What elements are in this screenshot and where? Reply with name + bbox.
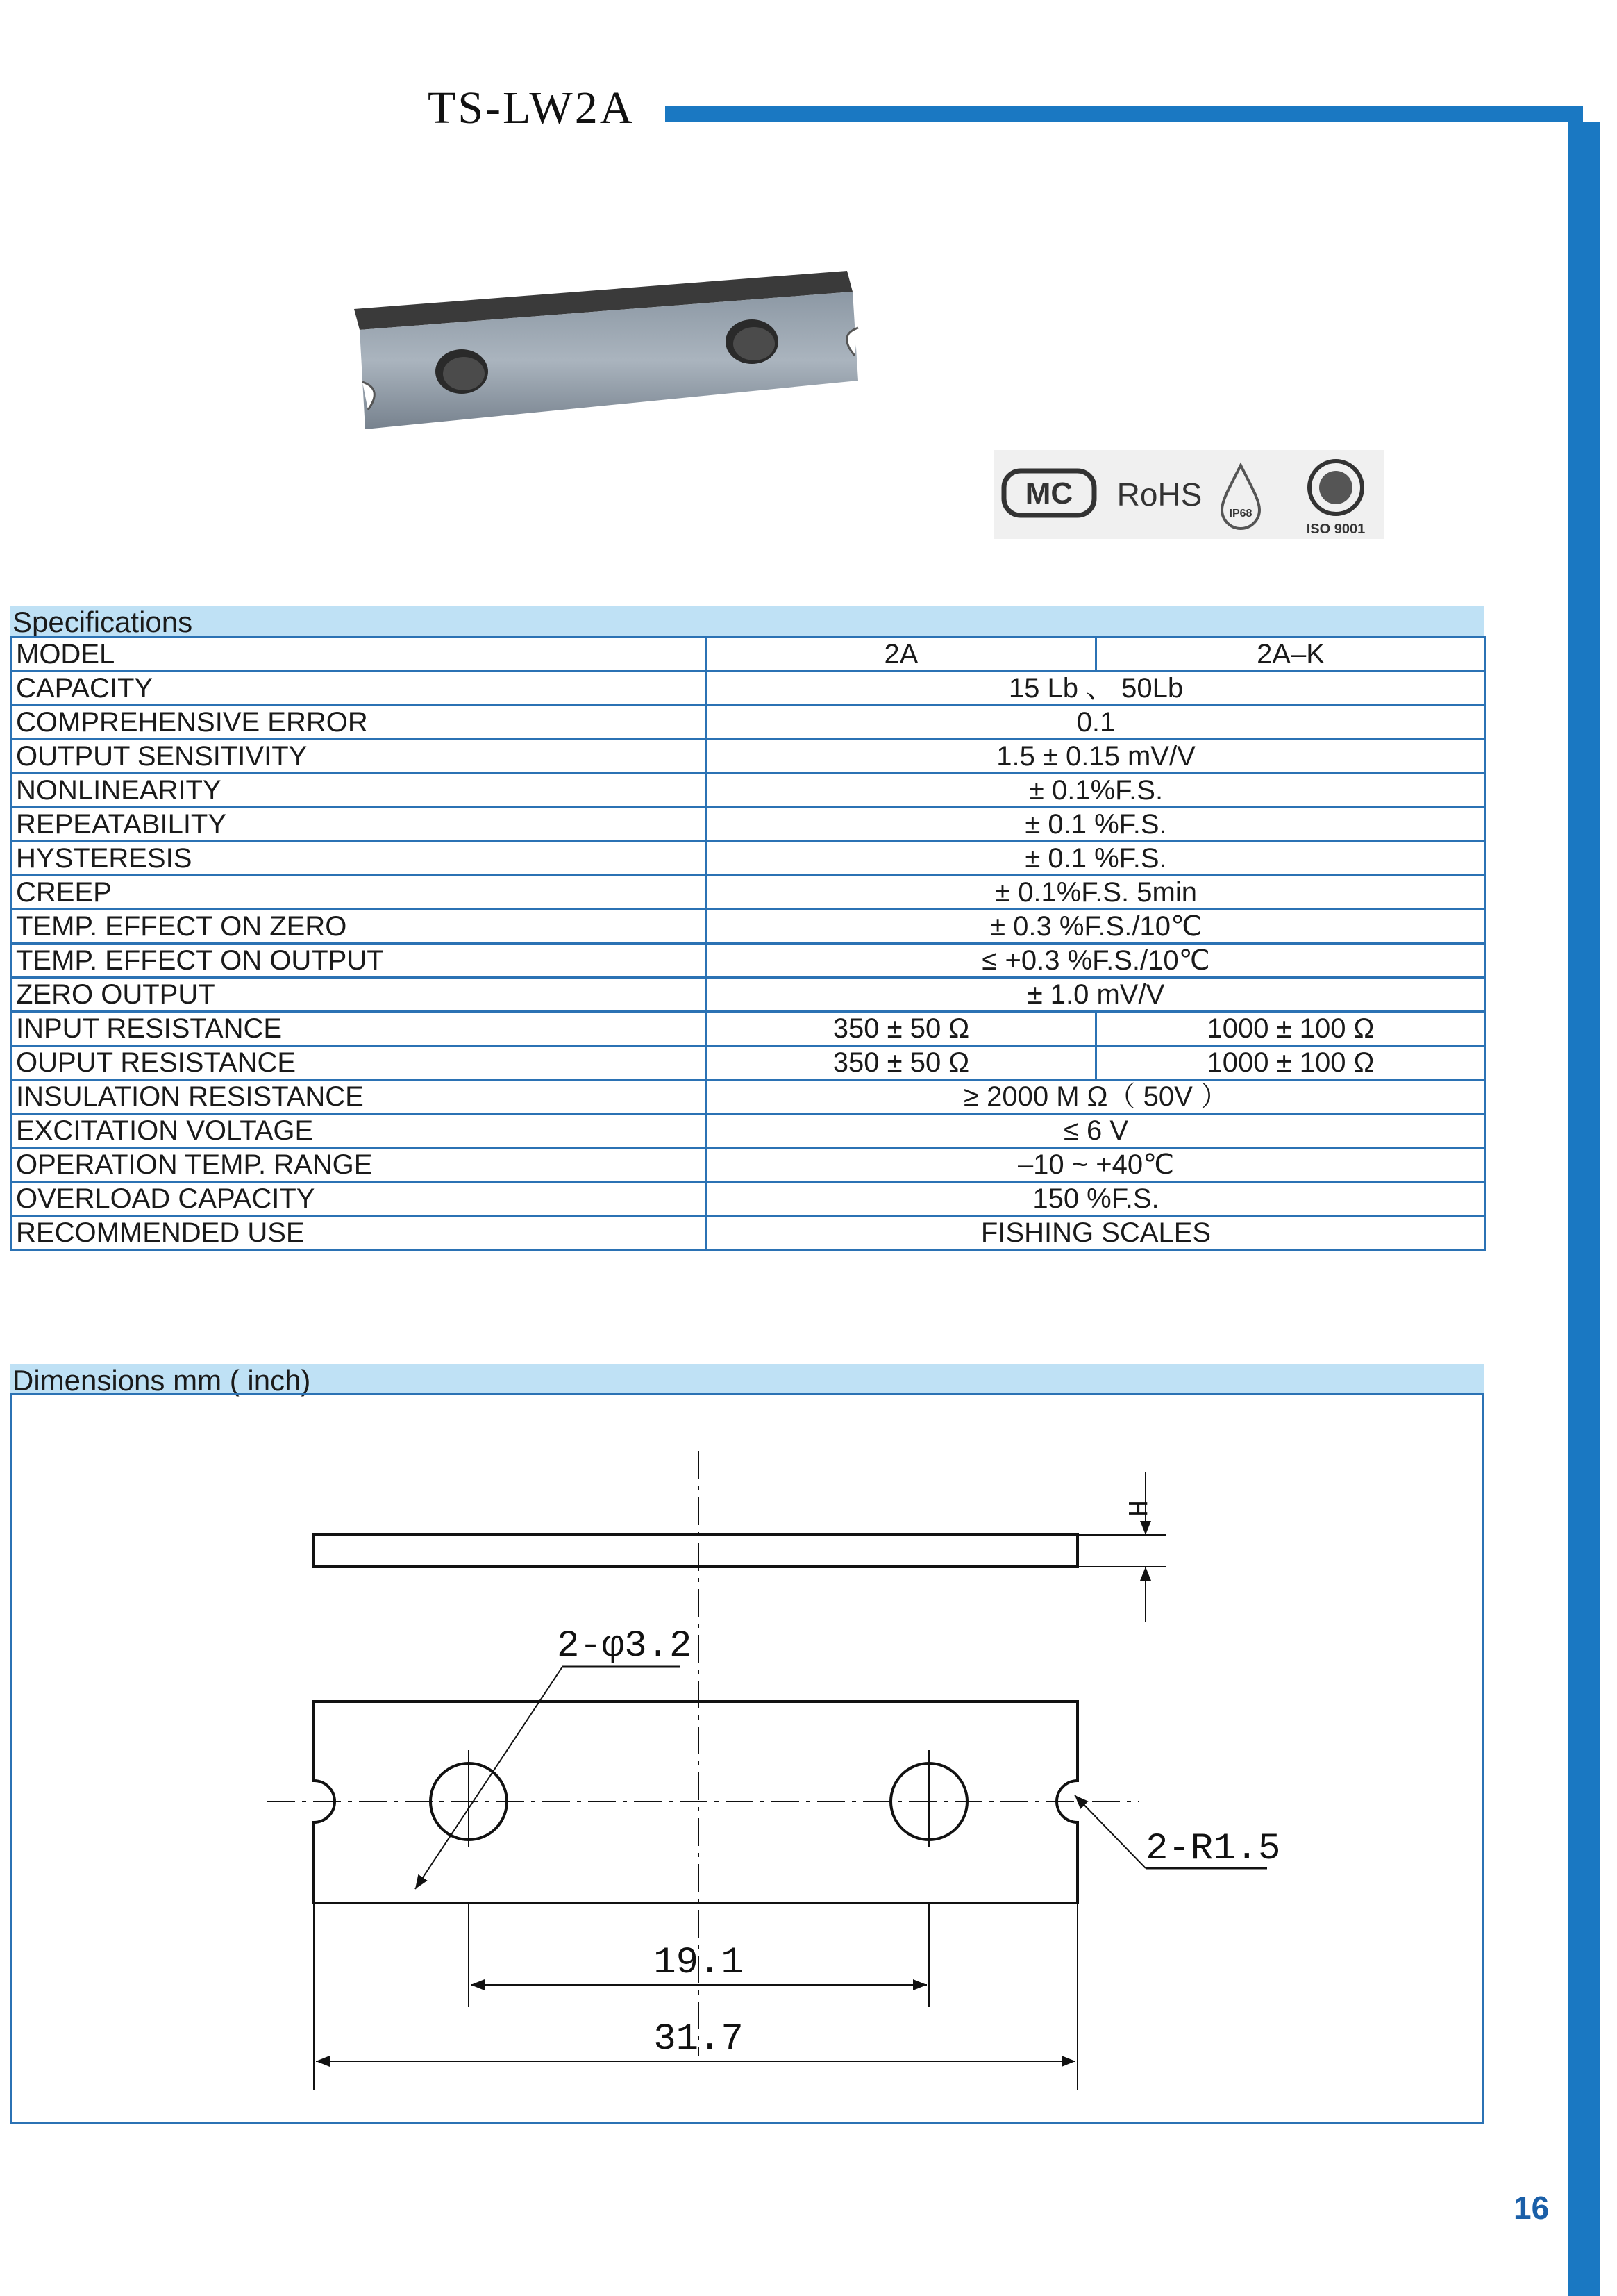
spec-value: 150 %F.S. [707,1182,1486,1216]
spec-label: EXCITATION VOLTAGE [11,1114,707,1148]
spec-label: OVERLOAD CAPACITY [11,1182,707,1216]
spec-label: COMPREHENSIVE ERROR [11,706,707,740]
spec-label: HYSTERESIS [11,842,707,876]
spec-value: ≥ 2000 M Ω（ 50V ） [707,1080,1486,1114]
spec-label: NONLINEARITY [11,774,707,808]
overall-length-label: 31.7 [653,2018,744,2061]
spec-value: 1000 ± 100 Ω [1096,1012,1486,1046]
table-row [11,1080,1486,1114]
spec-value: ± 0.1 %F.S. [707,808,1486,842]
spec-label: CREEP [11,876,707,910]
table-row [11,740,1486,774]
spec-value: ± 0.1%F.S. [707,774,1486,808]
spec-label: RECOMMENDED USE [11,1216,707,1250]
dimension-drawing [264,1445,1305,2111]
table-row [11,842,1486,876]
height-label: H [1120,1499,1151,1517]
spec-value: 1000 ± 100 Ω [1096,1046,1486,1080]
spec-value: ± 1.0 mV/V [707,978,1486,1012]
table-row [11,876,1486,910]
table-row [11,1012,1486,1046]
side-accent-bar [1568,122,1600,2296]
spec-value: ≤ 6 V [707,1114,1486,1148]
spec-value: FISHING SCALES [707,1216,1486,1250]
table-row [11,978,1486,1012]
spec-value: 1.5 ± 0.15 mV/V [707,740,1486,774]
spec-label: CAPACITY [11,672,707,706]
spec-value: 350 ± 50 Ω [707,1046,1096,1080]
spec-label: TEMP. EFFECT ON OUTPUT [11,944,707,978]
spec-label: REPEATABILITY [11,808,707,842]
spec-label: OUTPUT SENSITIVITY [11,740,707,774]
spec-label: INPUT RESISTANCE [11,1012,707,1046]
hole-label: 2-φ3.2 [557,1625,692,1667]
spec-value: ± 0.3 %F.S./10℃ [707,910,1486,944]
cert-ip68-text: IP68 [1229,508,1252,519]
cert-rohs-text: RoHS [1116,476,1203,513]
spec-value: 2A–K [1096,638,1486,672]
spec-value: –10 ~ +40℃ [707,1148,1486,1182]
spec-value: 0.1 [707,706,1486,740]
spec-label: TEMP. EFFECT ON ZERO [11,910,707,944]
mc-logo-icon [1004,471,1094,515]
cert-mc-text: MC [1025,476,1073,510]
spec-value: ± 0.1 %F.S. [707,842,1486,876]
table-row [11,1046,1486,1080]
certification-logos [994,450,1384,539]
page-title: TS-LW2A [428,83,635,133]
hole-spacing-label: 19.1 [653,1942,744,1984]
spec-label: OUPUT RESISTANCE [11,1046,707,1080]
spec-value: ≤ +0.3 %F.S./10℃ [707,944,1486,978]
spec-value: 350 ± 50 Ω [707,1012,1096,1046]
spec-label: MODEL [11,638,707,672]
table-row [11,672,1486,706]
spec-label: INSULATION RESISTANCE [11,1080,707,1114]
specifications-table [10,636,1486,1251]
spec-value: 15 Lb 、 50Lb [707,672,1486,706]
spec-value: 2A [707,638,1096,672]
specifications-heading: Specifications [10,606,1484,636]
table-row [11,808,1486,842]
iso9001-seal-icon [1307,461,1366,537]
cert-iso-text: ISO 9001 [1306,522,1366,537]
product-image [347,264,861,444]
table-row [11,1114,1486,1148]
table-row [11,1216,1486,1250]
ip68-drop-icon [1222,465,1259,529]
radius-label: 2-R1.5 [1146,1828,1281,1870]
table-row [11,910,1486,944]
dimensions-heading: Dimensions mm ( inch) [10,1364,1484,1395]
spec-label: OPERATION TEMP. RANGE [11,1148,707,1182]
spec-label: ZERO OUTPUT [11,978,707,1012]
table-row [11,706,1486,740]
table-row [11,774,1486,808]
page-number: 16 [1514,2190,1550,2226]
table-row [11,1148,1486,1182]
table-row [11,944,1486,978]
table-row [11,638,1486,672]
table-row [11,1182,1486,1216]
spec-value: ± 0.1%F.S. 5min [707,876,1486,910]
header-accent-bar [665,106,1583,122]
